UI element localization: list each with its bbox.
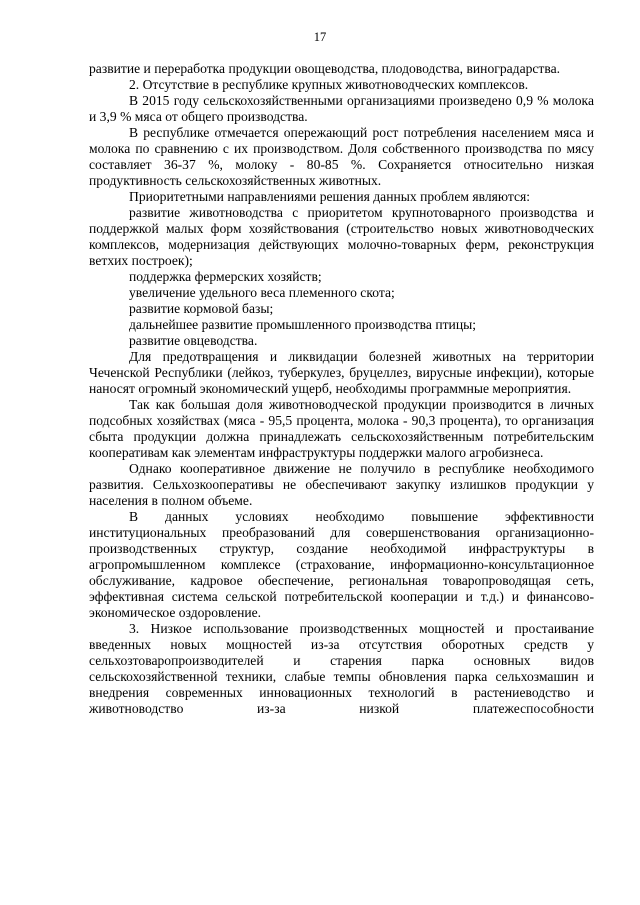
- paragraph-animal-diseases: Для предотвращения и ликвидации болезней животных на территории Чеченской Республики (лейкоз, туберкулез, бруцеллез, вирусные инфекции), которые наносят огромный экономический ущерб, необходимы программные мероприятия.: [89, 349, 594, 396]
- paragraph-institutional: В данных условиях необходимо повышение эффективности институциональных преобразований для совершенствования организационно-производственных структур, создание необходимой инфраструктуры в агропромышленном комплексе (страхование, информационно-консультационное обслуживание, кадровое обеспечение, региональная товаропроводящая сеть, эффективная система сельской потребительской кооперации и т.д.) и финансово-экономическое оздоровление.: [89, 509, 594, 620]
- priority-item: дальнейшее развитие промышленного производства птицы;: [129, 317, 476, 332]
- priority-item: развитие овцеводства.: [129, 333, 258, 348]
- paragraph-problem-3: 3. Низкое использование производственных мощностей и простаивание введенных новых мощностей из-за отсутствия оборотных средств у сельхозтоваропроизводителей и старения парка основных видов сельскохозяйственной техники, слабые темпы обновления парка сельхозмашин и внедрения современных инновационных технологий в растениеводство и животноводство из-за низкой платежеспособности: [89, 621, 594, 716]
- priority-item: увеличение удельного веса племенного скота;: [129, 285, 395, 300]
- paragraph-continuation: развитие и переработка продукции овощеводства, плодоводства, виноградарства.: [89, 61, 561, 76]
- page-number: 17: [313, 30, 327, 44]
- paragraph-problem-2: 2. Отсутствие в республике крупных животноводческих комплексов.: [129, 77, 529, 92]
- paragraph-cooperatives: Однако кооперативное движение не получило в республике необходимого развития. Сельхозкооперативы не обеспечивают закупку излишков продукции у населения в полном объеме.: [89, 461, 594, 508]
- paragraph-priorities-intro: Приоритетными направлениями решения данных проблем являются:: [129, 189, 531, 204]
- paragraph-consumption: В республике отмечается опережающий рост потребления населением мяса и молока по сравнению с их производством. Доля собственного производства по мясу составляет 36-37 %, молоку - 80-85 %. Сохраняется относительно низкая продуктивность сельскохозяйственных животных.: [89, 125, 594, 188]
- document-body: [89, 61, 594, 717]
- priority-item: развитие животноводства с приоритетом крупнотоварного производства и поддержкой малых форм хозяйствования (строительство новых животноводческих комплексов, модернизация действующих молочно-товарных ферм, реконструкция ветхих построек);: [89, 205, 594, 268]
- paragraph-household-share: Так как большая доля животноводческой продукции производится в личных подсобных хозяйствах (мяса - 95,5 процента, молока - 90,3 процента), то организация сбыта продукции должна принадлежать сельскохозяйственным потребительским кооперативам как элементам инфраструктуры поддержки малого агробизнеса.: [89, 397, 594, 460]
- priority-item: поддержка фермерских хозяйств;: [129, 269, 322, 284]
- priority-item: развитие кормовой базы;: [129, 301, 274, 316]
- paragraph-production-2015: В 2015 году сельскохозяйственными организациями произведено 0,9 % молока и 3,9 % мяса от общего производства.: [89, 93, 594, 124]
